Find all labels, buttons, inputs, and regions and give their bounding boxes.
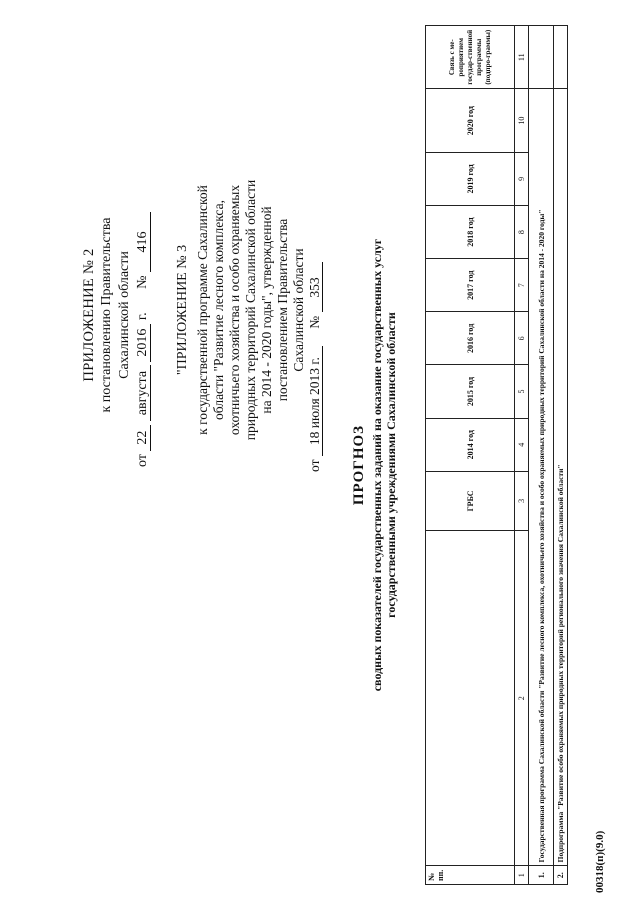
appendix-2-year: 2016: [136, 324, 151, 362]
appendix-2-block: [80, 145, 152, 485]
row-program-text: Государственная программа Сахалинской области "Развитие лесного комплекса, охотничьего хозяйства и особо охраняемых природных территорий Сахалинской области на 2014 - 2020 годы": [529, 89, 554, 866]
header-cell-2014: 2014 год: [426, 418, 515, 471]
appendix-3-line-7: Сахалинской области: [291, 248, 306, 372]
appendix-3-date-row: [307, 130, 323, 490]
header-cell-2018: 2018 год: [426, 205, 515, 258]
number-cell: 7: [515, 259, 529, 312]
header-cell-2015: 2015 год: [426, 365, 515, 418]
row-number: 2.: [554, 866, 568, 885]
appendix-3-from: от: [307, 459, 322, 472]
appendix-3-line-1: к государственной программе Сахалинской: [195, 185, 210, 435]
appendix-3-date: 18 июля 2013 г.: [308, 346, 323, 456]
number-cell: 4: [515, 418, 529, 471]
row-number: 1.: [529, 866, 554, 885]
appendix-3-block: [175, 130, 323, 490]
appendix-2-title: ПРИЛОЖЕНИЕ № 2: [81, 248, 97, 382]
header-cell-2017: 2017 год: [426, 259, 515, 312]
appendix-2-day: 22: [136, 425, 151, 451]
number-cell: 5: [515, 365, 529, 418]
appendix-2-line-2: Сахалинской области: [117, 251, 132, 379]
appendix-2-year-suffix: г.: [135, 312, 150, 321]
number-cell: 3: [515, 471, 529, 530]
header-cell-2019: 2019 год: [426, 152, 515, 205]
appendix-3-line-2: области "Развитие лесного комплекса,: [211, 200, 226, 420]
table-row: [529, 26, 554, 885]
table-row: [554, 26, 568, 885]
appendix-3-line-5: на 2014 - 2020 годы", утвержденной: [259, 206, 274, 414]
heading-block: [352, 145, 398, 785]
appendix-2-line-1: к постановлению Правительства: [99, 217, 114, 413]
header-cell-2016: 2016 год: [426, 312, 515, 365]
number-cell: 6: [515, 312, 529, 365]
row-link-cell: [529, 26, 554, 89]
appendix-3-number: 353: [308, 263, 323, 313]
table-numbering-row: [515, 26, 529, 885]
number-cell: 11: [515, 26, 529, 89]
appendix-2-month: августа: [136, 365, 151, 421]
heading-title: ПРОГНОЗ: [351, 424, 367, 506]
heading-line-2: государственными учреждениями Сахалинской области: [384, 312, 398, 618]
heading-line-1: сводных показателей государственных заданий на оказание государственных услуг: [370, 238, 384, 692]
header-cell-blank: [426, 531, 515, 866]
table-header-row: [426, 26, 515, 885]
header-cell-grbs: ГРБС: [426, 471, 515, 530]
appendix-3-line-3: охотничьего хозяйства и особо охраняемых: [227, 184, 242, 436]
appendix-2-number: 416: [136, 212, 151, 272]
header-cell-link: Связь с ме-роприятием государ-ственной программы (подпро-граммы): [426, 26, 515, 89]
appendix-2-date-row: [134, 145, 152, 485]
appendix-3-line-6: постановлением Правительства: [275, 218, 290, 402]
appendix-2-no-sign: №: [135, 275, 150, 289]
appendix-3-line-4: природных территорий Сахалинской области: [243, 179, 258, 441]
header-cell-number: № пп.: [426, 866, 515, 885]
number-cell: 2: [515, 531, 529, 866]
appendix-2-from: от: [135, 454, 150, 467]
appendix-3-title: "ПРИЛОЖЕНИЕ № 3: [175, 244, 190, 376]
number-cell: 10: [515, 89, 529, 152]
number-cell: 1: [515, 866, 529, 885]
number-cell: 9: [515, 152, 529, 205]
document-code: 00318(п)(9.0): [594, 830, 606, 893]
appendix-3-no-sign: №: [307, 315, 322, 329]
row-subprogram-text: Подпрограмма "Развитие особо охраняемых природных территорий регионального значения Сахалинской области": [554, 89, 568, 866]
header-cell-2020: 2020 год: [426, 89, 515, 152]
row-link-cell: [554, 26, 568, 89]
forecast-table: [425, 25, 568, 885]
number-cell: 8: [515, 205, 529, 258]
